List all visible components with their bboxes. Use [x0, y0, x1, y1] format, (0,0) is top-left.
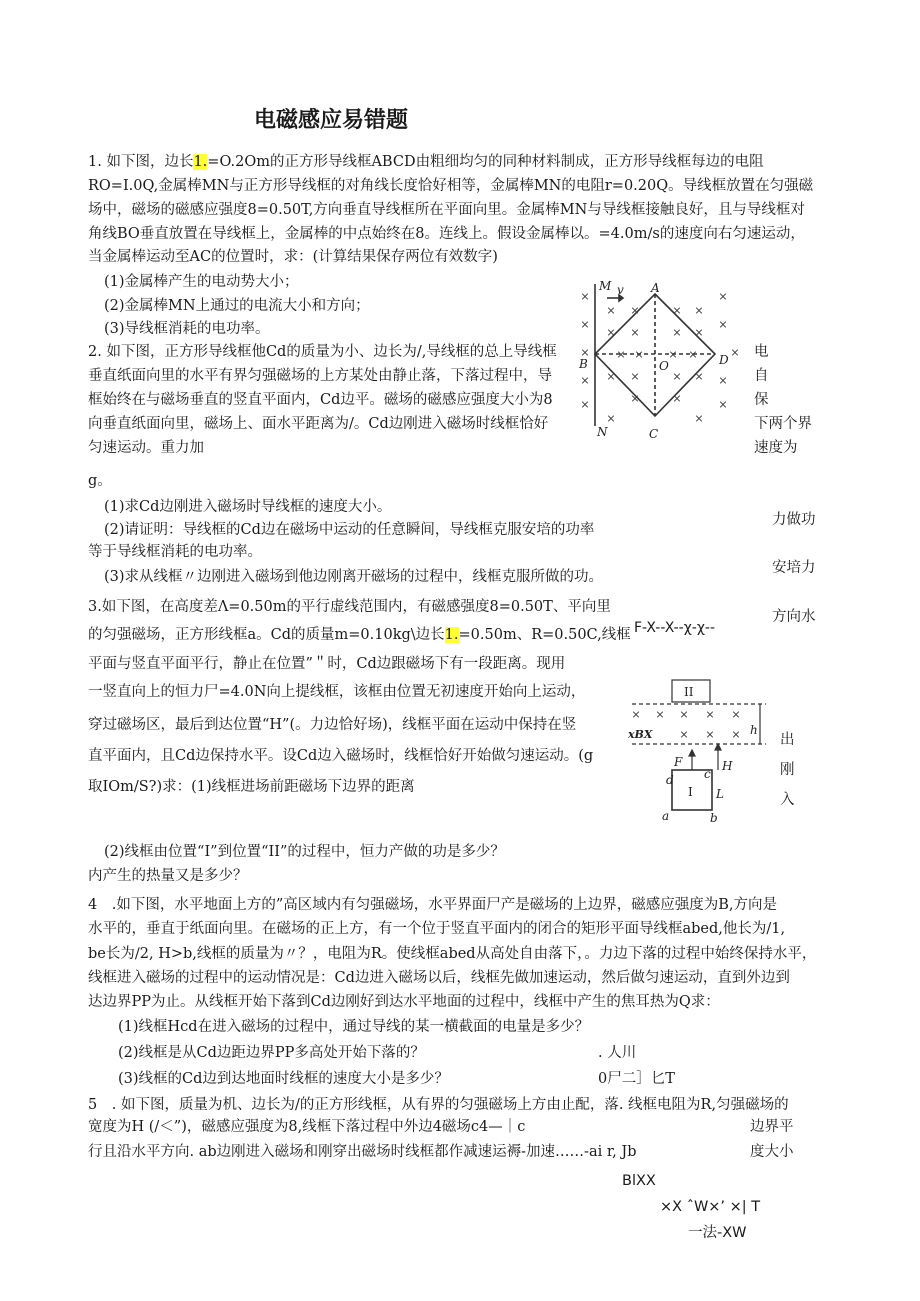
svg-text:×: ×	[606, 326, 616, 339]
q1-line-1: 1. 如下图，边长1.=O.2Om的正方形导线框ABCD由粗细均匀的同种材料制成，正方形导线框每边的电阻	[88, 154, 764, 170]
svg-text:×: ×	[672, 304, 682, 317]
svg-text:×: ×	[616, 348, 626, 361]
q1-sub-1: (1)金属棒产生的电动势大小；	[104, 274, 299, 290]
svg-text:×: ×	[606, 304, 616, 317]
svg-text:×: ×	[718, 398, 728, 411]
svg-text:×: ×	[718, 318, 728, 331]
label-N: N	[597, 425, 608, 439]
q2-right-3: 保	[754, 392, 769, 408]
q3-line-3: 平面与竖直平面平行，静止在位置”＂时，Cd边跟磁场下有一段距离。现用	[88, 656, 566, 672]
svg-text:×: ×	[731, 728, 741, 741]
svg-text:×: ×	[672, 392, 682, 405]
q4-sub-1: (1)线框Hcd在进入磁场的过程中，通过导线的某一横截面的电量是多少？	[118, 1019, 590, 1035]
svg-text:×: ×	[634, 348, 644, 361]
svg-text:×: ×	[580, 290, 590, 303]
svg-text:×: ×	[631, 708, 641, 721]
highlight-mark: 1.	[193, 154, 208, 170]
q2-right-5: 速度为	[754, 440, 798, 456]
q2-line-2: 垂直纸面向里的水平有界匀强磁场的上方某处由静止落，下落过程中，导	[88, 368, 552, 384]
label-C: C	[649, 427, 659, 441]
q1-line-3: 场中，磁场的磁感应强度8=0.50T,方向垂直导线框所在平面向里。金属棒MN与导线框接触良好，且与导线框对	[88, 202, 805, 218]
q5-line-3: 行且沿水平方向. ab边刚进入磁场和刚穿出磁场时线框都作减速运褥-加速……-ai r, Jb	[88, 1144, 637, 1160]
label-F: F	[674, 755, 683, 769]
q2-line-4: 向垂直纸面向里，磁场上、面水平距离为/。Cd边刚进入磁场时线框恰好	[88, 416, 549, 432]
q3-line-6: 直平面内，且Cd边保持水平。设Cd边入磁场时，线框恰好开始做匀速运动。(g	[88, 748, 594, 764]
svg-text:×: ×	[606, 370, 616, 383]
label-b: b	[710, 811, 718, 825]
q2-right-2: 自	[754, 368, 769, 384]
q3-right-1: 方向水	[772, 609, 816, 625]
q2-sub-2a: (2)请证明：导线框的Cd边在磁场中运动的任意瞬间，导线框克服安培的功率	[104, 522, 595, 538]
svg-text:×: ×	[630, 304, 640, 317]
q4-line-5: 达边界PP为止。从线框开始下落到Cd边刚好到达水平地面的过程中，线框中产生的焦耳热为Q求：	[88, 994, 720, 1010]
q1-line-5: 当金属棒运动至AC的位置时，求：(计算结果保存两位有效数字)	[88, 249, 498, 265]
q5-figure-text-1: BlXX	[622, 1173, 656, 1189]
label-v: v	[617, 283, 624, 297]
q2-right-sub-1: 力做功	[772, 512, 816, 528]
label-D: D	[719, 353, 729, 367]
svg-text:×: ×	[679, 728, 689, 741]
q2-line-5: 匀速运动。重力加	[88, 440, 204, 456]
q5-right-2: 边界平	[750, 1119, 794, 1135]
page-title: 电磁感应易错题	[254, 108, 409, 133]
q3-line-2: 的匀强磁场，正方形线框a。Cd的质量m=0.10kg\边长1.=0.50m、R=0.50C,线框	[88, 627, 631, 643]
q1-sub-3: (3)导线框消耗的电功率。	[104, 321, 270, 337]
label-H: H	[722, 759, 733, 773]
svg-text:×: ×	[580, 374, 590, 387]
svg-text:×: ×	[694, 304, 704, 317]
highlight-mark: 1.	[444, 627, 459, 643]
q5-right-3: 度大小	[750, 1144, 794, 1160]
q4-line-4: 线框进入磁场的过程中的运动情况是：Cd边进入磁场以后，线框先做加速运动，然后做匀速运动，直到外边到	[88, 970, 790, 986]
svg-text:×: ×	[655, 708, 665, 721]
svg-text:×: ×	[731, 708, 741, 721]
svg-text:×: ×	[718, 374, 728, 387]
label-II: II	[684, 685, 694, 699]
q2-sub-2b: 等于导线框消耗的电功率。	[88, 544, 262, 560]
q3-right-3: 出	[780, 732, 795, 748]
label-d: d	[666, 773, 674, 787]
svg-text:×: ×	[705, 728, 715, 741]
label-c: c	[704, 767, 711, 781]
field-cross-marks	[580, 290, 739, 425]
svg-text:×: ×	[730, 346, 740, 359]
q3-line-4: 一竖直向上的恒力尸=4.0N向上提线框，该框由位置无初速度开始向上运动，	[88, 684, 586, 700]
q5-figure-text-2: ×X ˆW×’ ×| T	[660, 1199, 761, 1215]
q3-sub-2b: 内产生的热量又是多少？	[88, 868, 248, 884]
svg-text:×: ×	[694, 370, 704, 383]
svg-text:×: ×	[679, 708, 689, 721]
svg-text:×: ×	[718, 290, 728, 303]
svg-text:×: ×	[688, 348, 698, 361]
svg-text:×: ×	[672, 370, 682, 383]
q5-line-2: 宽度为H (/＜”)，磁感应强度为8,线框下落过程中外边4磁场c4—｜c	[88, 1119, 526, 1135]
svg-text:×: ×	[606, 412, 616, 425]
svg-text:×: ×	[630, 326, 640, 339]
q2-line-6: g。	[88, 473, 112, 489]
q2-sub-1: (1)求Cd边刚进入磁场时导线框的速度大小。	[104, 499, 392, 515]
label-h: h	[750, 723, 758, 737]
q3-line-1: 3.如下图，在高度差Λ=0.50m的平行虚线范围内，有磁感强度8=0.50T、平向里	[88, 599, 611, 615]
q3-sub-2: (2)线框由位置“I”到位置“II”的过程中，恒力产做的功是多少？	[104, 844, 505, 860]
svg-text:×: ×	[694, 326, 704, 339]
label-O: O	[659, 359, 669, 373]
label-A: A	[651, 281, 660, 295]
label-B: B	[579, 357, 588, 371]
svg-text:×: ×	[630, 370, 640, 383]
figure-square-frame	[575, 276, 750, 446]
label-L: L	[716, 787, 724, 801]
q2-sub-3: (3)求从线框〃边刚进入磁场到他边刚离开磁场的过程中，线框克服所做的功。	[104, 569, 604, 585]
q4-line-3: be长为∕2, H>b,线框的质量为〃？，电阻为R。使线框abed从高处自由落下，。力边下落的过程中始终保持水平，	[88, 946, 817, 962]
q3-figure-text: F-X--X--χ-χ--	[634, 620, 716, 636]
svg-text:×: ×	[580, 398, 590, 411]
q4-sub-2-right: . 人川	[598, 1045, 637, 1061]
q2-right-sub-2: 安培力	[772, 560, 816, 576]
q2-line-1: 2. 如下图，正方形导线框他Cd的质量为小、边长为/,导线框的总上导线框	[88, 344, 557, 360]
q4-sub-2: (2)线框是从Cd边距边界PP多高处开始下落的？	[118, 1045, 425, 1061]
svg-text:×: ×	[672, 326, 682, 339]
q1-line-4: 角线BO垂直放置在导线框上，金属棒的中点始终在8。连线上。假设金属棒以。=4.0m∕s的速度向右匀速运动，	[88, 226, 805, 242]
svg-text:×: ×	[630, 392, 640, 405]
svg-text:×: ×	[580, 346, 590, 359]
q2-line-3: 框始终在与磁场垂直的竖直平面内，Cd边平。磁场的磁感应强度大小为8	[88, 392, 553, 408]
q3-line-5: 穿过磁场区，最后到达位置“H”(。力边恰好场)，线框平面在运动中保持在竖	[88, 717, 577, 733]
label-bx: xBX	[628, 728, 653, 741]
q4-sub-3-right: 0尸二］匕T	[598, 1071, 675, 1087]
q4-line-1: 4 .如下图，水平地面上方的”高区域内有匀强磁场，水平界面尸产是磁场的上边界，磁感应强度为B,方向是	[88, 897, 778, 913]
q1-line-2: RO=I.0Q,金属棒MN与正方形导线框的对角线长度恰好相等，金属棒MN的电阻r=0.20Q。导线框放置在匀强磁	[88, 178, 814, 194]
q3-right-5: 入	[780, 792, 795, 808]
svg-text:×: ×	[694, 412, 704, 425]
svg-text:×: ×	[580, 318, 590, 331]
q5-figure-text-3: 一法-XW	[688, 1225, 747, 1241]
q2-right-4: 下两个界	[754, 416, 812, 432]
figure-frame-field	[626, 674, 776, 826]
svg-text:×: ×	[668, 348, 678, 361]
label-I: I	[688, 785, 693, 799]
q3-right-4: 刚	[780, 762, 795, 778]
q4-sub-3: (3)线框的Cd边到达地面时线框的速度大小是多少？	[118, 1071, 449, 1087]
label-M: M	[599, 279, 612, 293]
q1-sub-2: (2)金属棒MN上通过的电流大小和方向；	[104, 298, 370, 314]
q3-line-7: 取IOm/S?)求：(1)线框进场前距磁场下边界的距离	[88, 779, 415, 795]
q5-line-1: 5 . 如下图，质量为机、边长为/的正方形线框，从有界的匀强磁场上方由止配，落. 线框电阻为R,匀强磁场的	[88, 1097, 789, 1113]
label-a: a	[662, 809, 670, 823]
q2-right-1: 电	[754, 344, 769, 360]
q4-line-2: 水平的，垂直于纸面向里。在磁场的正上方，有一个位于竖直平面内的闭合的矩形平面导线框abed,他长为/1,	[88, 921, 786, 937]
svg-text:×: ×	[705, 708, 715, 721]
